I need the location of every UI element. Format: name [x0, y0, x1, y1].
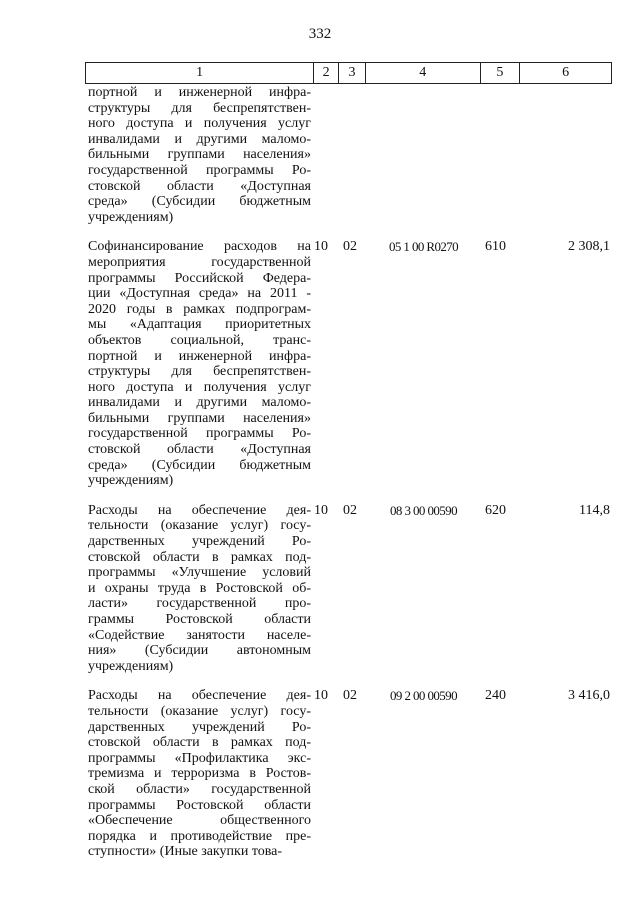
description-line: мы «Адаптация приоритетных [88, 317, 311, 333]
amount [521, 85, 612, 225]
header-col-5: 5 [481, 63, 521, 83]
description-line: граммы Ростовской области [88, 612, 311, 627]
amount: 2 308,1 [568, 239, 610, 255]
expense-type-code [481, 85, 521, 225]
header-col-4: 4 [366, 63, 481, 83]
header-col-2: 2 [314, 63, 339, 83]
description-line: государственной программы Ро- [88, 426, 311, 442]
description-line: мероприятия государственной [88, 254, 311, 270]
description-line: учреждениям) [88, 473, 174, 489]
description-line: тельности (оказание услуг) госу- [88, 703, 311, 719]
table-row [85, 688, 612, 860]
description-line: стовской области «Доступная [88, 178, 311, 194]
section-code: 10 [314, 239, 328, 255]
description-line: программы «Профилактика экс- [88, 750, 311, 766]
description-line: ласти» государственной про- [88, 596, 311, 612]
amount: 3 416,0 [568, 688, 610, 704]
table-row [85, 503, 612, 675]
description-line: портной и инженерной инфра- [88, 348, 311, 364]
target-article-code: 09 2 00 00590 [390, 688, 457, 704]
table-row [85, 85, 612, 225]
table-header-row [85, 62, 612, 84]
target-article-code: 08 3 00 00590 [390, 502, 457, 518]
description-line: инвалидами и другими маломо- [88, 395, 311, 411]
description-line: программы «Улучшение условий [88, 565, 311, 581]
header-col-1: 1 [86, 63, 314, 83]
target-article-code [366, 85, 481, 225]
description-line: учреждениям) [88, 658, 174, 674]
description-line: «Содействие занятости населе- [88, 627, 311, 643]
subsection-code: 02 [343, 688, 357, 704]
description-line: среда» (Субсидии бюджетным [88, 194, 311, 210]
description-line: Расходы на обеспечение дея- [88, 688, 311, 704]
description-line: стовской области в рамках под- [88, 735, 311, 751]
header-col-3: 3 [339, 63, 366, 83]
description-line: Софинансирование расходов на [88, 239, 311, 255]
section-code: 10 [314, 502, 328, 518]
description-line: 2020 годы в рамках подпрограм- [88, 301, 311, 317]
description-line: «Обеспечение общественного [88, 813, 311, 829]
header-col-6: 6 [562, 65, 570, 80]
description-line: стовской области в рамках под- [88, 549, 311, 565]
description-line: дарственных учреждений Ро- [88, 719, 311, 735]
description-line: государственной программы Ро- [88, 162, 311, 178]
subsection-code: 02 [343, 502, 357, 518]
description-line: учреждениям) [88, 209, 174, 225]
description-line: программы Ростовской области [88, 797, 311, 813]
expense-type-code: 610 [485, 239, 506, 255]
description-line: стовской области «Доступная [88, 442, 311, 458]
description-line: порядка и противодействие пре- [88, 828, 311, 844]
description-line: ного доступа и получения услуг [88, 116, 311, 132]
description-line: тремизма и терроризма в Ростов- [88, 766, 311, 782]
description-line: бильными группами населения» [88, 147, 311, 163]
description-line: ступности» (Иные закупки това- [88, 844, 283, 860]
row-description [85, 239, 314, 489]
description-line: ного доступа и получения услуг [88, 379, 311, 395]
description-line: ской области» государственной [88, 781, 311, 797]
description-line: портной и инженерной инфра- [88, 85, 311, 100]
expense-type-code: 620 [485, 502, 506, 518]
description-line: объектов социальной, транс- [88, 332, 311, 348]
description-line: дарственных учреждений Ро- [88, 534, 311, 550]
description-line: бильными группами населения» [88, 410, 311, 426]
section-code [314, 85, 339, 225]
description-line: инвалидами и другими маломо- [88, 131, 311, 147]
description-line: ции «Доступная среда» на 2011 - [88, 286, 311, 302]
subsection-code [339, 85, 366, 225]
description-line: структуры для беспрепятствен- [88, 364, 311, 380]
description-line: Расходы на обеспечение дея- [88, 502, 311, 518]
expense-type-code: 240 [485, 688, 506, 704]
table-body [85, 85, 612, 860]
description-line: и охраны труда в Ростовской об- [88, 580, 311, 596]
subsection-code: 02 [343, 239, 357, 255]
description-line: тельности (оказание услуг) госу- [88, 518, 311, 534]
row-description [85, 503, 314, 675]
description-line: среда» (Субсидии бюджетным [88, 457, 311, 473]
page-number: 332 [308, 26, 332, 42]
section-code: 10 [314, 688, 328, 704]
target-article-code: 05 1 00 R0270 [388, 239, 459, 255]
table-row [85, 239, 612, 489]
amount: 114,8 [579, 502, 610, 518]
row-description [85, 688, 314, 860]
row-description [85, 85, 314, 225]
description-line: ния» (Субсидии автономным [88, 643, 311, 659]
description-line: структуры для беспрепятствен- [88, 100, 311, 116]
description-line: программы Российской Федера- [88, 270, 311, 286]
